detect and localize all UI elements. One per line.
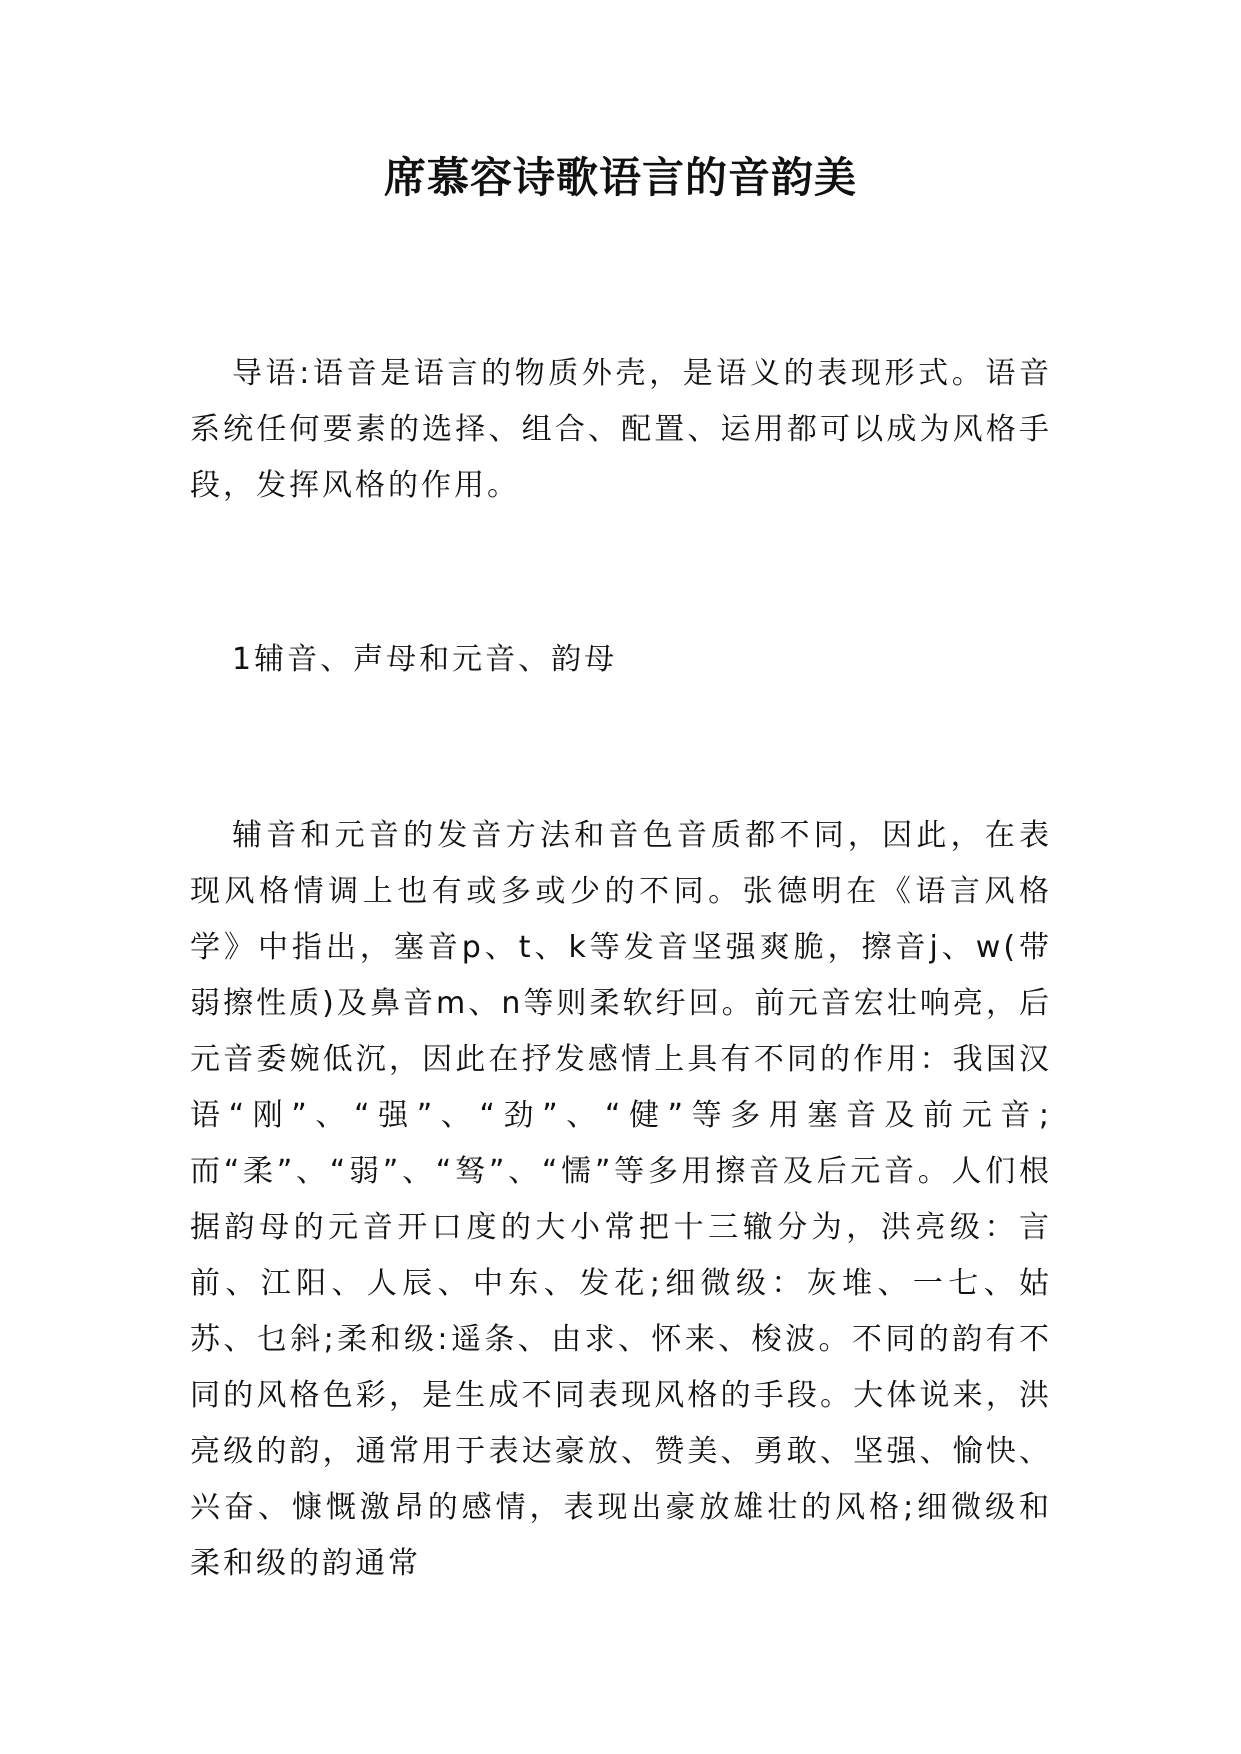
document-title: 席慕容诗歌语言的音韵美 — [383, 153, 857, 202]
section-heading: 1辅音、声母和元音、韵母 — [232, 642, 618, 677]
intro-paragraph: 导语:语音是语言的物质外壳，是语义的表现形式。语音系统任何要素的选择、组合、配置、运用都可以成为风格手段，发挥风格的作用。 — [190, 356, 1052, 503]
body-paragraph: 辅音和元音的发音方法和音色音质都不同，因此，在表现风格情调上也有或多或少的不同。张德明在《语言风格学》中指出，塞音p、t、k等发音坚强爽脆，擦音j、w(带弱擦性质)及鼻音m、n等则柔软纡回。前元音宏壮响亮，后元音委婉低沉，因此在抒发感情上具有不同的作用：我国汉语“刚”、“强”、“劲”、“健”等多用塞音及前元音;而“柔”、“弱”、“驽”、“懦”等多用擦音及后元音。人们根据韵母的元音开口度的大小常把十三辙分为，洪亮级：言前、江阳、人辰、中东、发花;细微级：灰堆、一七、姑苏、乜斜;柔和级:遥条、由求、怀来、梭波。不同的韵有不同的风格色彩，是生成不同表现风格的手段。大体说来，洪亮级的韵，通常用于表达豪放、赞美、勇敢、坚强、愉快、兴奋、慷慨激昂的感情，表现出豪放雄壮的风格;细微级和柔和级的韵通常 — [190, 818, 1052, 1581]
